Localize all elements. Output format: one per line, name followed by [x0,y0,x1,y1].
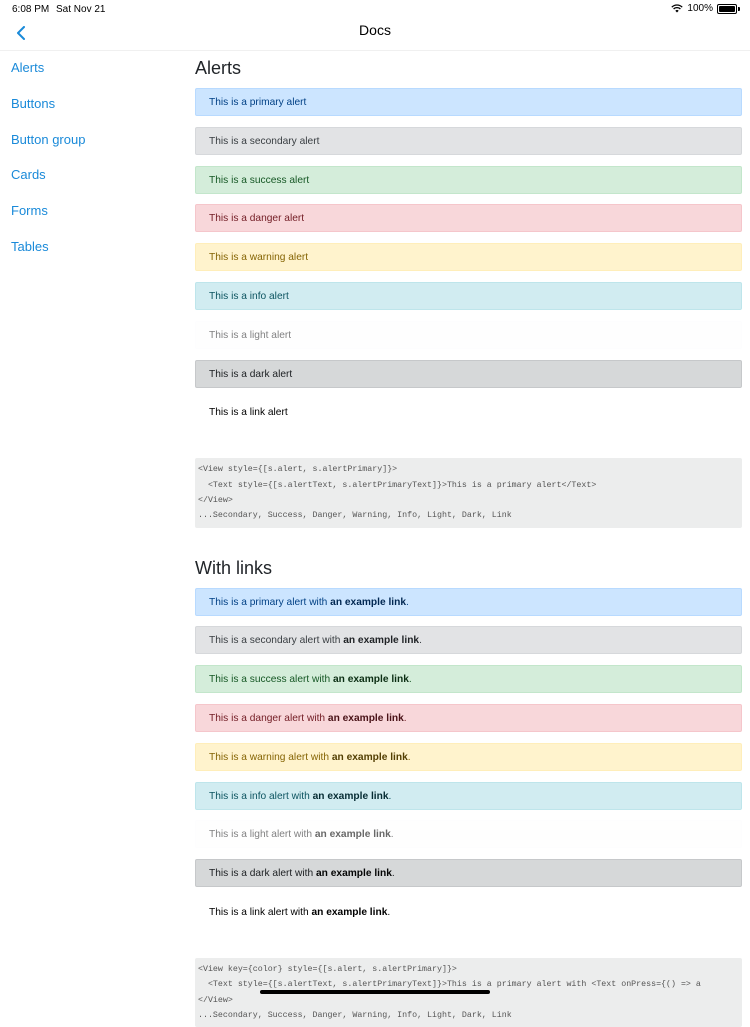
alert-text: This is a secondary alert with [209,635,344,647]
example-link[interactable]: an example link [327,712,404,724]
status-bar [0,0,750,18]
alert-suffix: . [406,596,409,608]
alert-text: This is a warning alert with [209,751,332,763]
alert-text: This is a success alert with [209,674,333,686]
alert-secondary: This is a secondary alert [195,127,742,155]
alert-suffix: . [408,674,412,686]
code-line: <Text style={[s.alertText, s.alertPrimaryText]}>This is a primary alert</Text> [198,480,597,490]
code-line: </View> [198,495,233,505]
link-alert-dark [195,859,742,887]
example-link[interactable]: an example link [333,674,409,686]
sidebar-item-button-group[interactable]: Button group [11,131,86,147]
alert-info: This is a info alert [195,282,742,310]
example-link[interactable]: an example link [314,829,391,841]
section-heading-alerts: Alerts [195,58,242,78]
sidebar [0,50,185,265]
alert-suffix: . [387,906,391,918]
alert-light: This is a light alert [195,321,742,349]
example-link[interactable]: an example link [330,596,407,608]
example-link[interactable]: an example link [311,906,388,918]
example-link[interactable]: an example link [316,868,392,880]
nav-bar [0,18,750,51]
alert-text: This is a dark alert with [209,868,317,880]
page-title: Docs [359,22,391,38]
sidebar-item-tables[interactable]: Tables [11,238,49,254]
sidebar-item-buttons[interactable]: Buttons [11,95,56,111]
alert-suffix: . [419,635,422,647]
link-alert-warning [195,743,742,771]
alert-link: This is a link alert [195,398,742,426]
main-content [195,50,742,1027]
alert-text: This is a info alert with [209,790,313,802]
alert-text: This is a light alert with [209,829,315,841]
code-line: ...Secondary, Success, Danger, Warning, Info, Light, Dark, Link [198,1010,512,1020]
alert-text: This is a primary alert with [209,596,331,608]
wifi-icon [671,4,683,13]
alert-danger: This is a danger alert [195,204,742,232]
alert-suffix: . [390,829,394,841]
example-link[interactable]: an example link [312,790,389,802]
code-line: <View style={[s.alert, s.alertPrimary]}> [198,465,398,475]
alert-text: This is a danger alert with [209,712,328,724]
alert-success: This is a success alert [195,166,742,194]
link-alert-success [195,665,742,693]
alert-suffix: . [407,751,411,763]
alert-suffix: . [403,712,407,724]
example-link[interactable]: an example link [331,751,408,763]
sidebar-item-alerts[interactable]: Alerts [11,60,45,75]
alert-warning: This is a warning alert [195,243,742,271]
status-date: Sat Nov 21 [56,4,106,15]
battery-cap [738,7,740,11]
link-alert-link [195,898,742,926]
code-line: <View key={color} style={[s.alert, s.alertPrimary]}> [198,964,457,974]
code-block-alerts [195,458,742,527]
home-indicator[interactable] [260,990,490,994]
alert-suffix: . [388,790,392,802]
alert-dark: This is a dark alert [195,360,742,388]
code-line: </View> [198,995,233,1005]
code-line: <Text style={[s.alertText, s.alertPrimaryText]}>This is a primary alert with <Text onPress={() => a [198,980,701,990]
alert-text: This is a link alert with [209,906,312,918]
battery-icon [717,4,737,14]
link-alert-light [195,820,742,848]
example-link[interactable]: an example link [343,635,420,647]
alert-suffix: . [391,868,395,880]
sidebar-item-cards[interactable]: Cards [11,167,46,183]
link-alert-danger [195,704,742,732]
code-line: ...Secondary, Success, Danger, Warning, Info, Light, Dark, Link [198,511,512,521]
status-time: 6:08 PM [12,4,50,15]
status-right [671,3,740,14]
section-heading-with-links: With links [195,557,273,578]
link-alert-info [195,782,742,810]
link-alert-secondary [195,626,742,654]
alert-primary: This is a primary alert [195,88,742,116]
battery-percent: 100% [687,3,713,14]
link-alert-primary [195,588,742,616]
sidebar-item-forms[interactable]: Forms [11,203,48,219]
